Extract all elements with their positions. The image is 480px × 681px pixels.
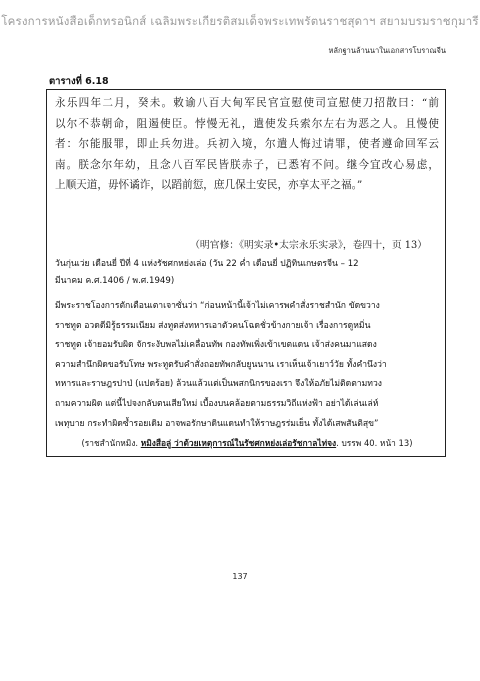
running-head: หลักฐานล้านนาในเอกสารโบราณจีน: [328, 46, 446, 55]
chinese-citation: （明官修：《明实录•太宗永乐实录》，卷四十，页 13）: [190, 240, 427, 251]
thai-line: ความสำนึกผิดขอรับโทษ พระทูตรับคำสั่งถอยทัพกลับยูนนาน เราเห็นเจ้าเยาว์วัย ทั้งคำนึงว่า: [55, 359, 387, 370]
date-paragraph: [55, 256, 439, 290]
thai-line: มีพระราชโองการตักเตือนเตาเจาซั่นว่า “ก่อนหน้านี้เจ้าไม่เคารพคำสั่งราชสำนัก ขัดขวาง: [55, 301, 380, 311]
date-line: มีนาคม ค.ศ.1406 / พ.ศ.1949): [55, 276, 175, 286]
chinese-passage: [55, 93, 439, 196]
chinese-line: 以尔不恭朝命，阻遏使臣。悖慢无礼，遣使发兵索尔左右为恶之人。且慢使: [55, 117, 439, 130]
chinese-line: 上顺天道，毋怀谲诈，以蹈前愆，庶几保土安民，亦享太平之福。”: [55, 179, 363, 191]
table-label: ตารางที่ 6.18: [49, 76, 109, 87]
date-line: วันกุ่นเว่ย เดือนยี่ ปีที่ 4 แห่งรัชศกหย่งเล่อ (วัน 22 ค่ำ เดือนยี่ ปฏิทินเกษตรจีน – 12: [55, 259, 359, 269]
chinese-line: 永乐四年二月，癸未。敕谕八百大甸军民官宣慰使司宣慰使刀招散曰：“前: [55, 97, 439, 109]
thai-line: ถามความผิด แต่นี้ไปจงกลับตนเสียใหม่ เบื้องบนคล้อยตามธรรมวิถีแห่งฟ้า อย่าได้เล่นเล่ห์: [55, 398, 379, 409]
thai-line: ราชทูต เจ้ายอมรับผิด จักระงับพลไม่เคลื่อนทัพ กองทัพเพิ่งเข้าเขตแดน เจ้าส่งคนมาแสดง: [55, 340, 377, 351]
citation-prefix: (ราชสำนักหมิง.: [81, 438, 141, 448]
thai-translation: [55, 297, 439, 434]
page-number: 137: [232, 572, 248, 581]
table-box: [46, 89, 446, 457]
thai-line: ทหารและราษฎรปาป่ (แปดร้อย) ล้วนแล้วแต่เป็นพสกนิกรของเรา จึงให้อภัยไม่ติดตามทวง: [55, 379, 382, 390]
chinese-line: 南。朕念尔年幼，且念八百军民皆朕赤子，已悉宥不问。继今宜改心易虑，: [55, 158, 439, 171]
thai-line: ราชทูต อวดดีมิรู้ธรรมเนียม ส่งทูตส่งทหารเอาตัวคนโฉดชั่วข้างกายเจ้า เรื่องการดูหมิ่น: [55, 320, 371, 331]
thai-line: เพทุบาย กระทำผิดซ้ำรอยเดิม อาจพอรักษาดินแดนทำให้ราษฎรร่มเย็น ทั้งได้เสพสันติสุข”: [55, 418, 379, 429]
citation-book-title: หมิงสือลู่ ว่าด้วยเหตุการณ์ในรัชศกหย่งเล่อรัชกาลไท่จง: [140, 438, 337, 448]
chinese-line: 者：尔能服罪，即止兵勿进。兵初入境，尔遣人悔过请罪，使者遵命回军云: [55, 138, 439, 150]
project-header: โครงการหนังสือเด็กทรอนิกส์ เฉลิมพระเกียรติสมเด็จพระเทพรัตนราชสุดาฯ สยามบรมราชกุมารี: [1, 14, 479, 28]
thai-citation: [55, 436, 439, 450]
citation-suffix: . บรรพ 40. หน้า 13): [336, 438, 413, 448]
